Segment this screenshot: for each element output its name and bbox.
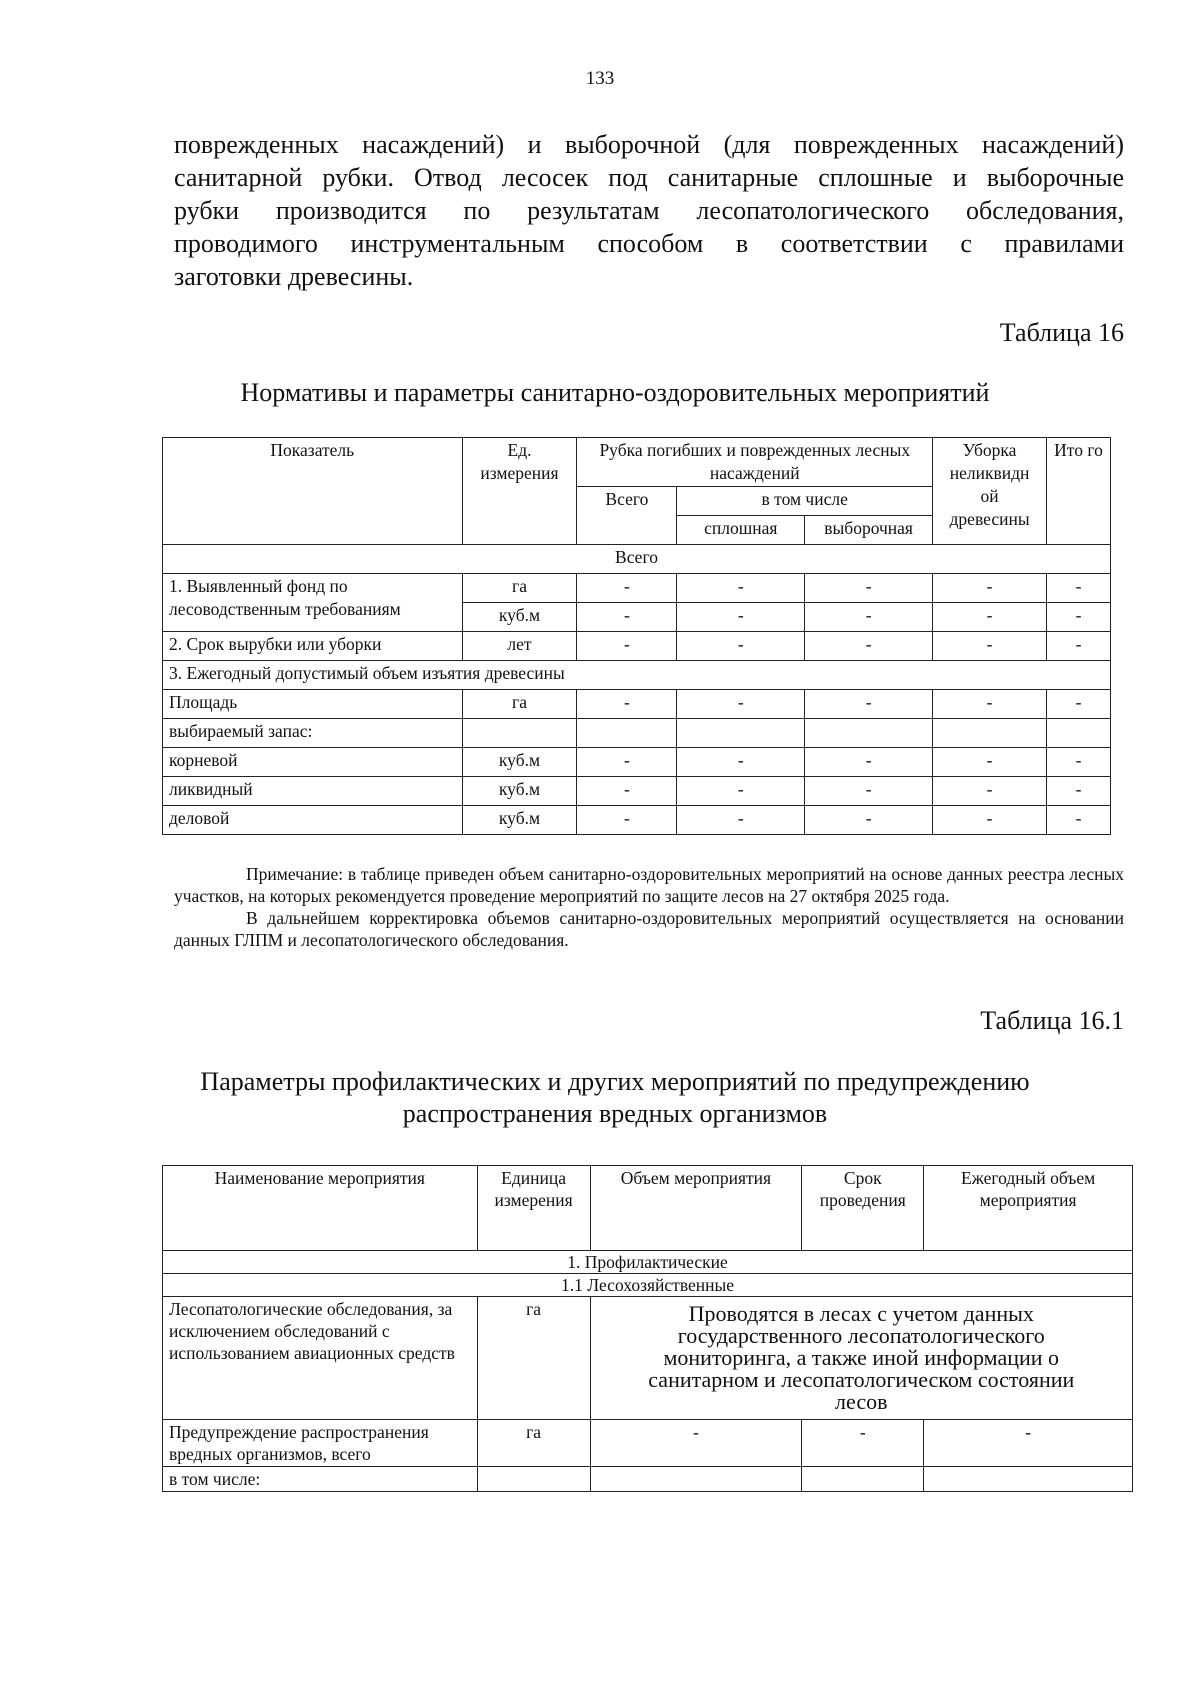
cell-value: - <box>924 1420 1133 1467</box>
table-row <box>163 1297 1133 1420</box>
table-row <box>163 1467 1133 1492</box>
table161-title-line: Параметры профилактических и других мероприятий по предупреждению <box>200 1067 1030 1096</box>
header-annual: Ежегодный объем мероприятия <box>924 1166 1133 1251</box>
cell-value: - <box>577 806 677 835</box>
header-term: Срок проведения <box>802 1166 924 1251</box>
empty-cell <box>590 1467 802 1492</box>
cell-value: - <box>677 777 805 806</box>
row-unit: га <box>477 1420 590 1467</box>
section-annual: 3. Ежегодный допустимый объем изъятия древесины <box>163 661 1111 690</box>
row-label: Площадь <box>163 690 463 719</box>
cell-value: - <box>677 690 805 719</box>
row-unit: га <box>462 574 577 603</box>
table-row <box>163 632 1111 661</box>
cell-value: - <box>933 806 1047 835</box>
cell-value: - <box>805 574 933 603</box>
table-row <box>163 719 1111 748</box>
cell-value: - <box>805 806 933 835</box>
empty-cell <box>802 1467 924 1492</box>
header-name: Наименование мероприятия <box>163 1166 478 1251</box>
row-label: выбираемый запас: <box>163 719 463 748</box>
intro-line: заготовки древесины. <box>174 262 414 291</box>
intro-line: проводимого инструментальным способом в соответствии с правилами <box>174 229 1124 258</box>
row-label: деловой <box>163 806 463 835</box>
cell-value: - <box>805 748 933 777</box>
note-paragraph: В дальнейшем корректировка объемов санитарно-оздоровительных мероприятий осуществляется на основании данных ГЛПМ и лесопатологического обследования. <box>174 908 1124 950</box>
cell-value: - <box>933 603 1047 632</box>
row-unit: куб.м <box>462 806 577 835</box>
empty-cell <box>477 1467 590 1492</box>
table161 <box>162 1165 1133 1492</box>
cell-value: - <box>577 574 677 603</box>
table-row <box>163 574 1111 603</box>
cell-value: - <box>590 1420 802 1467</box>
cell-value: - <box>677 574 805 603</box>
row-label: 1. Выявленный фонд по лесоводственным требованиям <box>163 574 463 632</box>
header-itogo: Ито го <box>1047 438 1111 545</box>
table-row <box>163 748 1111 777</box>
row-label: в том числе: <box>163 1467 478 1492</box>
empty-cell <box>1047 719 1111 748</box>
row-unit: куб.м <box>462 777 577 806</box>
cell-value: - <box>677 603 805 632</box>
cell-value: - <box>805 603 933 632</box>
row-unit: куб.м <box>462 748 577 777</box>
cell-value: - <box>1047 603 1111 632</box>
header-felling: Рубка погибших и поврежденных лесных насаждений <box>577 438 933 487</box>
cell-value: - <box>1047 748 1111 777</box>
page-number: 133 <box>585 68 615 89</box>
intro-line: поврежденных насаждений) и выборочной (для поврежденных насаждений) <box>174 130 1124 159</box>
header-volume: Объем мероприятия <box>590 1166 802 1251</box>
row-merged-text: Проводятся в лесах с учетом данных государственного лесопатологического мониторинга, а также иной информации о санитарном и лесопатологическом состоянии лесов <box>590 1297 1132 1420</box>
cell-value: - <box>577 690 677 719</box>
row-unit: га <box>462 690 577 719</box>
empty-cell <box>677 719 805 748</box>
table-row <box>163 661 1111 690</box>
section-forestry: 1.1 Лесохозяйственные <box>163 1274 1133 1297</box>
cell-value: - <box>677 748 805 777</box>
cell-value: - <box>677 806 805 835</box>
row-label: Лесопатологические обследования, за исключением обследований с использованием авиационных средств <box>163 1297 478 1420</box>
row-unit: га <box>477 1297 590 1420</box>
cell-value: - <box>1047 690 1111 719</box>
cell-value: - <box>805 777 933 806</box>
empty-cell <box>805 719 933 748</box>
intro-paragraph <box>174 128 1124 293</box>
table161-title-line: распространения вредных организмов <box>402 1099 828 1128</box>
table161-label: Таблица 16.1 <box>980 1006 1124 1035</box>
cell-value: - <box>802 1420 924 1467</box>
header-total: Всего <box>577 487 677 545</box>
header-including: в том числе <box>677 487 933 516</box>
cell-value: - <box>1047 806 1111 835</box>
section-preventive: 1. Профилактические <box>163 1251 1133 1274</box>
empty-cell <box>933 719 1047 748</box>
cell-value: - <box>805 632 933 661</box>
table16 <box>162 437 1111 835</box>
cell-value: - <box>1047 777 1111 806</box>
cell-value: - <box>933 690 1047 719</box>
cell-value: - <box>933 574 1047 603</box>
empty-cell <box>924 1467 1133 1492</box>
table-row <box>163 690 1111 719</box>
cell-value: - <box>577 603 677 632</box>
cell-value: - <box>577 632 677 661</box>
row-label: Предупреждение распространения вредных организмов, всего <box>163 1420 478 1467</box>
cell-value: - <box>1047 632 1111 661</box>
cell-value: - <box>805 690 933 719</box>
header-cleanup: Уборка неликвидн ой древесины <box>933 438 1047 545</box>
table-row <box>163 1420 1133 1467</box>
cell-value: - <box>1047 574 1111 603</box>
row-label: корневой <box>163 748 463 777</box>
header-indicator: Показатель <box>163 438 463 545</box>
table-row <box>163 777 1111 806</box>
intro-line: санитарной рубки. Отвод лесосек под санитарные сплошные и выборочные <box>174 163 1124 192</box>
empty-cell <box>577 719 677 748</box>
cell-value: - <box>577 777 677 806</box>
header-unit: Единица измерения <box>477 1166 590 1251</box>
cell-value: - <box>577 748 677 777</box>
row-unit: лет <box>462 632 577 661</box>
header-clear: сплошная <box>677 516 805 545</box>
cell-value: - <box>677 632 805 661</box>
cell-value: - <box>933 748 1047 777</box>
table16-title: Нормативы и параметры санитарно-оздоровительных мероприятий <box>240 378 990 407</box>
header-selective: выборочная <box>805 516 933 545</box>
row-label: ликвидный <box>163 777 463 806</box>
note-paragraph: Примечание: в таблице приведен объем санитарно-оздоровительных мероприятий на основе данных реестра лесных участков, на которых рекомендуется проведение мероприятий по защите лесов на 27 октября 2025 года. <box>174 864 1124 906</box>
row-unit: куб.м <box>462 603 577 632</box>
table-row <box>163 806 1111 835</box>
header-unit: Ед. измерения <box>462 438 577 545</box>
table16-note <box>174 863 1124 951</box>
section-total: Всего <box>163 545 1111 574</box>
row-label: 2. Срок вырубки или уборки <box>163 632 463 661</box>
table161-title <box>140 1066 1090 1130</box>
intro-line: рубки производится по результатам лесопатологического обследования, <box>174 196 1124 225</box>
cell-value: - <box>933 777 1047 806</box>
cell-value: - <box>933 632 1047 661</box>
empty-cell <box>462 719 577 748</box>
table16-label: Таблица 16 <box>999 318 1124 347</box>
